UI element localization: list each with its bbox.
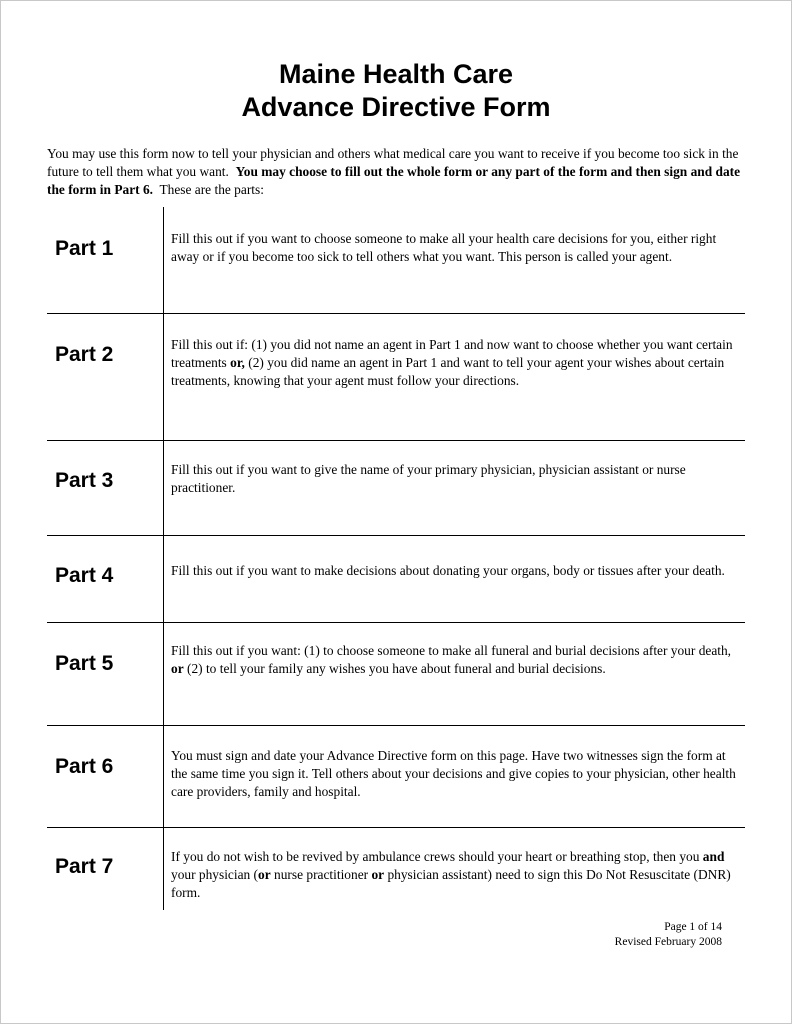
- part-description-text: nurse practitioner: [274, 867, 369, 882]
- title-line-2: Advance Directive Form: [241, 92, 551, 122]
- intro-end-text: These are the parts:: [159, 182, 264, 197]
- part-description: Fill this out if you want to make decisions about donating your organs, body or tissues after your death.: [171, 563, 725, 578]
- part-description-emphasis: and: [702, 849, 725, 864]
- intro-paragraph: [47, 145, 747, 199]
- part-description: [171, 642, 741, 678]
- part-label: Part 2: [55, 343, 114, 366]
- row-divider: [47, 313, 745, 314]
- page-footer: [615, 920, 722, 950]
- part-label: Part 5: [55, 652, 114, 675]
- intro-text: You may use this form now to tell your physician and others what medical care you want to receive if you become too sick in the future to tell them what you want.: [47, 146, 739, 179]
- page-title: [0, 58, 792, 124]
- part-description-text: (2) to tell your family any wishes you have about funeral and burial decisions.: [187, 661, 606, 676]
- revision-date: Revised February 2008: [614, 936, 722, 948]
- part-description-text: (2) you did name an agent in Part 1 and want to tell your agent your wishes about certain treatments, knowing that your agent must follow your directions.: [171, 355, 725, 388]
- part-description-emphasis: or,: [230, 355, 245, 370]
- intro-bold-text: You may choose to fill out the whole form or any part of the form and then sign and date the form in Part 6.: [47, 164, 741, 197]
- part-description-emphasis: or: [371, 867, 385, 882]
- row-divider: [47, 535, 745, 536]
- part-description: Fill this out if you want to choose someone to make all your health care decisions for you, either right away or if you become too sick to tell others what you want. This person is called your agent.: [171, 231, 717, 264]
- part-description-emphasis: or: [258, 867, 271, 882]
- part-description-text: your physician (: [171, 867, 259, 882]
- title-line-1: Maine Health Care: [278, 59, 514, 89]
- part-label: Part 3: [55, 469, 114, 492]
- part-description-text: Fill this out if: (1) you did not name an agent in Part 1 and now want to choose whether you want certain treatments: [171, 337, 733, 370]
- part-description: Fill this out if you want to give the name of your primary physician, physician assistant or nurse practitioner.: [171, 462, 686, 495]
- row-divider: [47, 827, 745, 828]
- part-description-text: physician assistant) need to sign this Do Not Resuscitate (DNR) form.: [171, 867, 731, 900]
- part-label: Part 4: [55, 564, 114, 587]
- part-description: [171, 848, 741, 902]
- row-divider: [47, 622, 745, 623]
- part-description: [171, 336, 741, 390]
- part-label: Part 6: [55, 755, 114, 778]
- part-description-text: If you do not wish to be revived by ambulance crews should your heart or breathing stop, then you: [171, 849, 700, 864]
- part-label: Part 1: [55, 237, 114, 260]
- page-number: Page 1 of 14: [664, 921, 722, 933]
- part-description-text: Fill this out if you want: (1) to choose someone to make all funeral and burial decisions after your death,: [171, 643, 732, 658]
- row-divider: [47, 725, 745, 726]
- part-description: You must sign and date your Advance Directive form on this page. Have two witnesses sign the form at the same time you sign it. Tell others about your decisions and give copies to your physician, other health care providers, family and hospital.: [171, 748, 736, 799]
- row-divider: [47, 440, 745, 441]
- part-label: Part 7: [55, 855, 114, 878]
- part-description-emphasis: or: [171, 661, 184, 676]
